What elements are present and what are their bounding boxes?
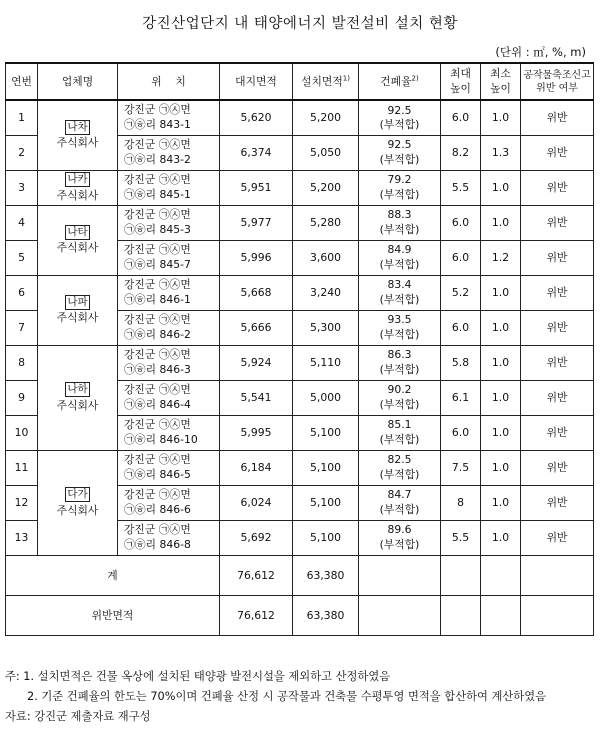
- coverage-value: 86.3: [387, 348, 412, 362]
- location-line-1: 강진군 ㉠㉦면: [124, 103, 191, 117]
- row-number: 9: [6, 380, 38, 415]
- location: [118, 100, 220, 135]
- install-area: 5,200: [293, 100, 359, 135]
- location: [118, 485, 220, 520]
- violation-status: 위반: [521, 275, 594, 310]
- coverage-ratio: [359, 170, 441, 205]
- install-area: 3,240: [293, 275, 359, 310]
- min-height: 1.0: [481, 170, 521, 205]
- coverage-ratio: [359, 415, 441, 450]
- row-number: 11: [6, 450, 38, 485]
- row-number: 10: [6, 415, 38, 450]
- location-line-1: 강진군 ㉠㉦면: [124, 452, 191, 466]
- min-height: 1.0: [481, 100, 521, 135]
- coverage-ratio: [359, 135, 441, 170]
- row-number: 4: [6, 205, 38, 240]
- location: [118, 450, 220, 485]
- install-area: 5,100: [293, 450, 359, 485]
- location-line-1: 강진군 ㉠㉦면: [124, 417, 191, 431]
- location: [118, 170, 220, 205]
- location-line-2: ㉠㉭리 846-1: [124, 292, 191, 306]
- company-suffix: 주식회사: [56, 311, 99, 324]
- page-title: 강진산업단지 내 태양에너지 발전설비 설치 현황: [142, 16, 458, 32]
- table-row: [6, 275, 594, 310]
- location: [118, 205, 220, 240]
- coverage-ratio: [359, 100, 441, 135]
- location-line-1: 강진군 ㉠㉦면: [124, 312, 191, 326]
- location: [118, 310, 220, 345]
- company-suffix: 주식회사: [56, 241, 99, 254]
- coverage-note: (부적합): [379, 292, 420, 306]
- table-row: [6, 205, 594, 240]
- coverage-note: (부적합): [379, 152, 420, 166]
- table-row: [6, 170, 594, 205]
- coverage-note: (부적합): [379, 432, 420, 446]
- header-max-height: 최대 높이: [441, 63, 481, 100]
- install-area: 5,000: [293, 380, 359, 415]
- land-area: 5,541: [220, 380, 293, 415]
- location: [118, 520, 220, 555]
- max-height: 6.1: [441, 380, 481, 415]
- company-name: [38, 170, 118, 205]
- header-location: 위 치: [118, 63, 220, 100]
- location-line-2: ㉠㉭리 845-3: [124, 222, 191, 236]
- coverage-ratio: [359, 240, 441, 275]
- max-height: 8.2: [441, 135, 481, 170]
- land-area: 5,620: [220, 100, 293, 135]
- coverage-note: (부적합): [379, 117, 420, 131]
- company-name: [38, 205, 118, 275]
- location-line-2: ㉠㉭리 846-8: [124, 537, 191, 551]
- land-area: 6,184: [220, 450, 293, 485]
- location: [118, 240, 220, 275]
- coverage-note: (부적합): [379, 362, 420, 376]
- max-height: 5.8: [441, 345, 481, 380]
- location-line-1: 강진군 ㉠㉦면: [124, 382, 191, 396]
- company-name: [38, 100, 118, 170]
- location-line-2: ㉠㉭리 846-6: [124, 502, 191, 516]
- row-number: 1: [6, 100, 38, 135]
- location-line-1: 강진군 ㉠㉦면: [124, 347, 191, 361]
- location-line-2: ㉠㉭리 846-4: [124, 397, 191, 411]
- coverage-note: (부적합): [379, 222, 420, 236]
- install-area: 5,100: [293, 520, 359, 555]
- coverage-note: (부적합): [379, 257, 420, 271]
- max-height: 6.0: [441, 205, 481, 240]
- company-tag: 나카: [67, 173, 88, 186]
- violation-status: 위반: [521, 310, 594, 345]
- company-suffix: 주식회사: [56, 503, 99, 517]
- min-height: 1.0: [481, 310, 521, 345]
- violation-status: 위반: [521, 520, 594, 555]
- table-header-row: [6, 63, 594, 100]
- coverage-value: 90.2: [387, 383, 412, 397]
- land-area: 5,692: [220, 520, 293, 555]
- location-line-2: ㉠㉭리 843-2: [124, 152, 191, 166]
- land-area: 5,951: [220, 170, 293, 205]
- table-row: [6, 450, 594, 485]
- total-install-area: 63,380: [293, 555, 359, 595]
- total-empty-min: [481, 555, 521, 595]
- row-number: 2: [6, 135, 38, 170]
- company-suffix: 주식회사: [56, 188, 99, 202]
- company-tag: 다가: [67, 488, 88, 501]
- location-line-2: ㉠㉭리 846-5: [124, 467, 191, 481]
- land-area: 5,996: [220, 240, 293, 275]
- coverage-note: (부적합): [379, 397, 420, 411]
- location: [118, 345, 220, 380]
- coverage-ratio: [359, 450, 441, 485]
- install-area: 5,100: [293, 415, 359, 450]
- max-height: 5.2: [441, 275, 481, 310]
- install-area: 5,110: [293, 345, 359, 380]
- violation-status: 위반: [521, 380, 594, 415]
- location-line-1: 강진군 ㉠㉦면: [124, 137, 191, 151]
- violation-status: 위반: [521, 345, 594, 380]
- total-land-area: 76,612: [220, 555, 293, 595]
- table-row: [6, 100, 594, 135]
- coverage-value: 82.5: [387, 453, 412, 467]
- location: [118, 135, 220, 170]
- coverage-note: (부적합): [379, 502, 420, 516]
- min-height: 1.0: [481, 205, 521, 240]
- row-number: 8: [6, 345, 38, 380]
- violation-status: 위반: [521, 205, 594, 240]
- company-suffix: 주식회사: [56, 136, 99, 150]
- company-tag: 나타: [67, 225, 88, 238]
- coverage-value: 88.3: [387, 208, 412, 222]
- max-height: 6.0: [441, 310, 481, 345]
- unit-label: (단위 : ㎡, %, m): [495, 45, 586, 59]
- coverage-ratio: [359, 310, 441, 345]
- table-row: [6, 345, 594, 380]
- header-min-height: 최소 높이: [481, 63, 521, 100]
- violation-area-row: [6, 595, 594, 635]
- install-area: 3,600: [293, 240, 359, 275]
- coverage-value: 85.1: [387, 418, 412, 432]
- coverage-ratio: [359, 345, 441, 380]
- coverage-value: 92.5: [387, 103, 412, 117]
- location-line-2: ㉠㉭리 846-3: [124, 362, 191, 376]
- min-height: 1.3: [481, 135, 521, 170]
- coverage-value: 93.5: [387, 313, 412, 327]
- row-number: 7: [6, 310, 38, 345]
- coverage-ratio: [359, 485, 441, 520]
- location-line-2: ㉠㉭리 845-1: [124, 187, 191, 201]
- header-no: 연번: [6, 63, 38, 100]
- install-area: 5,280: [293, 205, 359, 240]
- coverage-value: 92.5: [387, 138, 412, 152]
- total-empty-max: [441, 595, 481, 635]
- min-height: 1.2: [481, 240, 521, 275]
- install-area: 5,100: [293, 485, 359, 520]
- total-empty-coverage: [359, 595, 441, 635]
- company-name: [38, 275, 118, 345]
- total-empty-max: [441, 555, 481, 595]
- location: [118, 415, 220, 450]
- violation-status: 위반: [521, 415, 594, 450]
- total-empty-min: [481, 595, 521, 635]
- max-height: 8: [441, 485, 481, 520]
- company-name: [38, 450, 118, 555]
- location-line-2: ㉠㉭리 843-1: [124, 117, 191, 131]
- total-label: 계: [6, 555, 220, 595]
- max-height: 6.0: [441, 100, 481, 135]
- coverage-ratio: [359, 380, 441, 415]
- coverage-note: (부적합): [379, 467, 420, 481]
- location-line-1: 강진군 ㉠㉦면: [124, 242, 191, 256]
- coverage-note: (부적합): [379, 537, 420, 551]
- coverage-note: (부적합): [379, 187, 420, 201]
- max-height: 5.5: [441, 520, 481, 555]
- row-number: 3: [6, 170, 38, 205]
- location-line-1: 강진군 ㉠㉦면: [124, 522, 191, 536]
- total-row: [6, 555, 594, 595]
- violation-status: 위반: [521, 135, 594, 170]
- violation-status: 위반: [521, 485, 594, 520]
- total-empty-coverage: [359, 555, 441, 595]
- footnote-2: 2. 기준 건폐율의 한도는 70%이며 건폐율 산정 시 공작물과 건축물 수평투영 면적을 합산하여 계산하였음: [27, 690, 547, 703]
- footnote-1: 주: 1. 설치면적은 건물 옥상에 설치된 태양광 발전시설을 제외하고 산정하였음: [5, 670, 391, 683]
- max-height: 6.0: [441, 415, 481, 450]
- coverage-value: 79.2: [387, 173, 412, 187]
- land-area: 6,374: [220, 135, 293, 170]
- header-coverage: 건폐율$^{2)}$: [359, 63, 441, 100]
- location-line-1: 강진군 ㉠㉦면: [124, 172, 191, 186]
- company-tag: 나차: [67, 121, 88, 134]
- footnotes: [5, 667, 595, 727]
- min-height: 1.0: [481, 275, 521, 310]
- land-area: 5,924: [220, 345, 293, 380]
- total-empty-violation: [521, 595, 594, 635]
- row-number: 5: [6, 240, 38, 275]
- max-height: 7.5: [441, 450, 481, 485]
- min-height: 1.0: [481, 415, 521, 450]
- violation-status: 위반: [521, 100, 594, 135]
- min-height: 1.0: [481, 380, 521, 415]
- company-tag: 나하: [67, 383, 88, 396]
- violation-status: 위반: [521, 450, 594, 485]
- location-line-1: 강진군 ㉠㉦면: [124, 277, 191, 291]
- coverage-ratio: [359, 205, 441, 240]
- location: [118, 275, 220, 310]
- location-line-2: ㉠㉭리 846-10: [124, 432, 198, 446]
- land-area: 5,995: [220, 415, 293, 450]
- violation-status: 위반: [521, 240, 594, 275]
- header-company: 업체명: [38, 63, 118, 100]
- coverage-ratio: [359, 275, 441, 310]
- row-number: 13: [6, 520, 38, 555]
- coverage-value: 83.4: [387, 278, 412, 292]
- coverage-value: 84.7: [387, 488, 412, 502]
- total-label: 위반면적: [6, 595, 220, 635]
- total-install-area: 63,380: [293, 595, 359, 635]
- max-height: 5.5: [441, 170, 481, 205]
- table-body: [6, 100, 594, 635]
- location-line-2: ㉠㉭리 846-2: [124, 327, 191, 341]
- land-area: 6,024: [220, 485, 293, 520]
- total-empty-violation: [521, 555, 594, 595]
- min-height: 1.0: [481, 345, 521, 380]
- header-install-area: 설치면적$^{1)}$: [293, 63, 359, 100]
- location-line-2: ㉠㉭리 845-7: [124, 257, 191, 271]
- coverage-ratio: [359, 520, 441, 555]
- coverage-value: 89.6: [387, 523, 412, 537]
- min-height: 1.0: [481, 520, 521, 555]
- company-name: [38, 345, 118, 450]
- install-area: 5,050: [293, 135, 359, 170]
- location-line-1: 강진군 ㉠㉦면: [124, 207, 191, 221]
- min-height: 1.0: [481, 450, 521, 485]
- land-area: 5,666: [220, 310, 293, 345]
- header-land-area: 대지면적: [220, 63, 293, 100]
- total-land-area: 76,612: [220, 595, 293, 635]
- land-area: 5,668: [220, 275, 293, 310]
- row-number: 6: [6, 275, 38, 310]
- row-number: 12: [6, 485, 38, 520]
- coverage-note: (부적합): [379, 327, 420, 341]
- max-height: 6.0: [441, 240, 481, 275]
- company-tag: 나파: [67, 295, 88, 308]
- min-height: 1.0: [481, 485, 521, 520]
- land-area: 5,977: [220, 205, 293, 240]
- location: [118, 380, 220, 415]
- install-area: 5,200: [293, 170, 359, 205]
- solar-facility-table: [5, 62, 594, 636]
- location-line-1: 강진군 ㉠㉦면: [124, 487, 191, 501]
- violation-status: 위반: [521, 170, 594, 205]
- coverage-value: 84.9: [387, 243, 412, 257]
- header-violation: 공작물축조신고 위반 여부: [521, 63, 594, 100]
- install-area: 5,300: [293, 310, 359, 345]
- company-suffix: 주식회사: [56, 398, 99, 412]
- source-note: 자료: 강진군 제출자료 재구성: [5, 710, 151, 723]
